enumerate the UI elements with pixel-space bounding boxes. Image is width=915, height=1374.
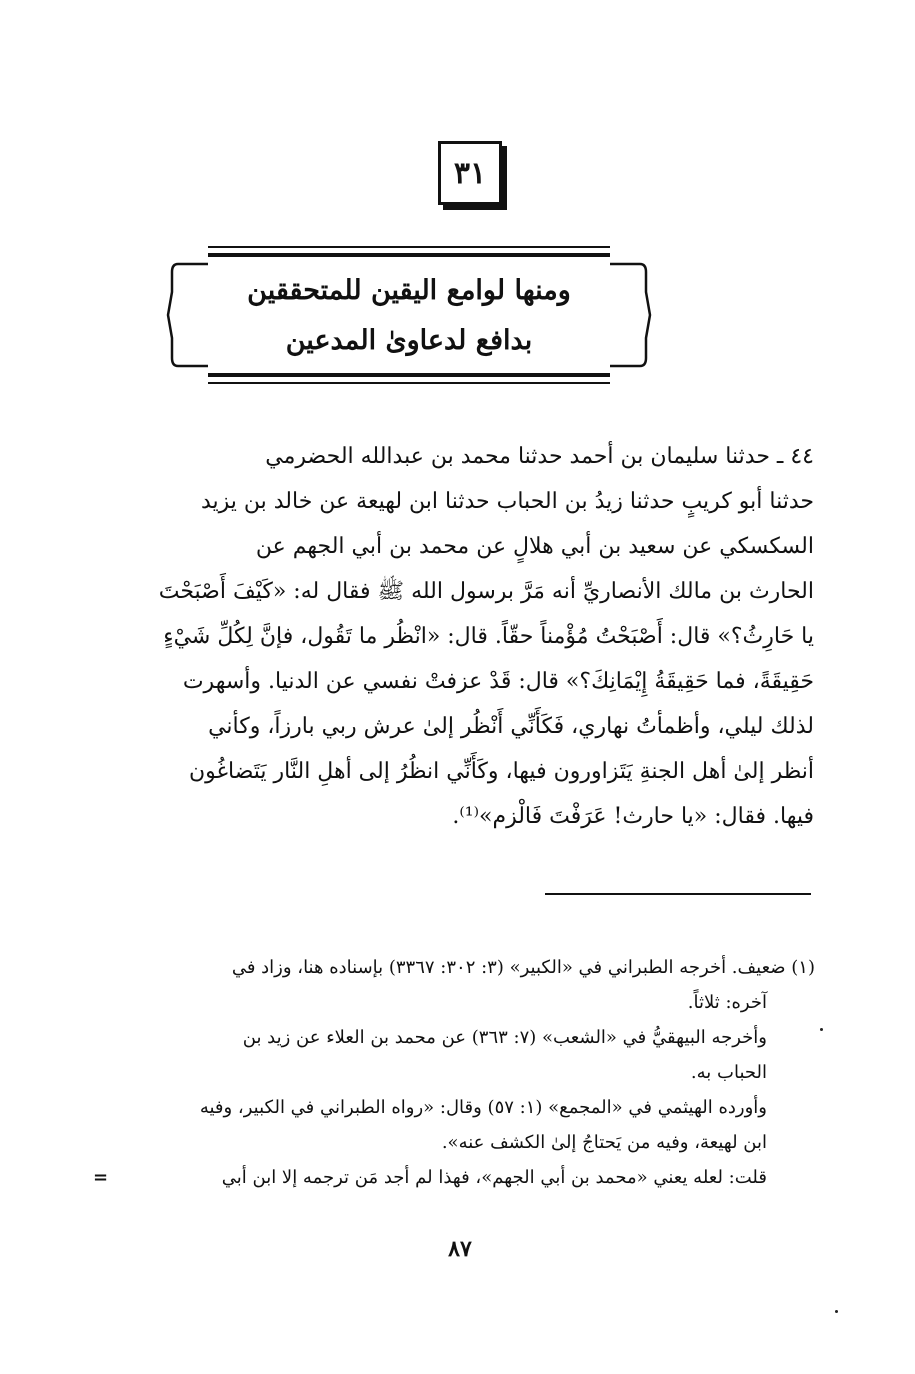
speck (835, 1310, 838, 1313)
body-line: الحارث بن مالك الأنصاريِّ أنه مَرَّ برسول الله ﷺ فقال له: «كَيْفَ أَصْبَحْتَ (158, 579, 814, 604)
chapter-number: ٣١ (453, 155, 487, 191)
body-line: يا حَارِثُ؟» قال: أَصْبَحْتُ مُؤْمناً حقّاً. قال: «انْظُر ما تَقُول، فإنَّ لِكُلِّ شَيْءٍ (163, 624, 814, 649)
title-line-1: ومنها لوامع اليقين للمتحققين (247, 275, 571, 306)
footnotes (93, 950, 815, 1195)
footnote-line: (١) ضعيف. أخرجه الطبراني في «الكبير» (٣: ٣٠٢: ٣٣٦٧) بإسناده هنا، وزاد في (231, 957, 815, 978)
body-line: لذلك ليلي، وأظمأتُ نهاري، فَكَأَنِّي أَنْظُر إلىٰ عرش ربي بارزاً، وكأني (208, 714, 814, 739)
body-line: السكسكي عن سعيد بن أبي هلالٍ عن محمد بن أبي الجهم عن (255, 534, 814, 559)
chapter-title-frame (168, 244, 650, 386)
body-line: حدثنا أبو كريبٍ حدثنا زيدُ بن الحباب حدثنا ابن لهيعة عن خالد بن يزيد (200, 489, 814, 514)
footnote-line: وأورده الهيثمي في «المجمع» (١: ٥٧) وقال: «رواه الطبراني في الكبير، وفيه (199, 1097, 767, 1118)
chapter-number-box (438, 141, 502, 205)
footnote-line (93, 1160, 815, 1195)
footnote-line: وأخرجه البيهقيُّ في «الشعب» (٧: ٣٦٣) عن محمد بن العلاء عن زيد بن (242, 1027, 767, 1048)
footnote-line: آخره: ثلاثاً. (687, 992, 767, 1013)
footnote-separator (545, 893, 811, 895)
chapter-title (168, 266, 650, 366)
speck (820, 1028, 823, 1031)
hadith-text (122, 434, 814, 839)
body-line: ٤٤ ـ حدثنا سليمان بن أحمد حدثنا محمد بن عبدالله الحضرمي (265, 444, 814, 469)
footnote-line: ابن لهيعة، وفيه من يَحتاجُ إلىٰ الكشف عنه». (441, 1132, 767, 1153)
body-line: فيها. فقال: «يا حارث! عَرَفْتَ فَالْزم»⁽¹⁾. (452, 804, 814, 829)
body-line: حَقِيقَةً، فما حَقِيقَةُ إِيْمَانِكَ؟» قال: قَدْ عزفتْ نفسي عن الدنيا. وأسهرت (182, 669, 814, 694)
title-line-2: بدافع لدعاوىٰ المدعين (285, 325, 533, 356)
continuation-mark: = (93, 1167, 109, 1188)
body-line: أنظر إلىٰ أهل الجنةِ يَتَزاورون فيها، وكَأَنِّي انظُرُ إلى أهلِ النَّار يَتَضاغُون (188, 759, 814, 784)
footnote-line-text: قلت: لعله يعني «محمد بن أبي الجهم»، فهذا لم أجد مَن ترجمه إلا ابن أبي (221, 1167, 767, 1188)
footnote-line: الحباب به. (690, 1062, 767, 1083)
page-number: ٨٧ (448, 1236, 472, 1262)
